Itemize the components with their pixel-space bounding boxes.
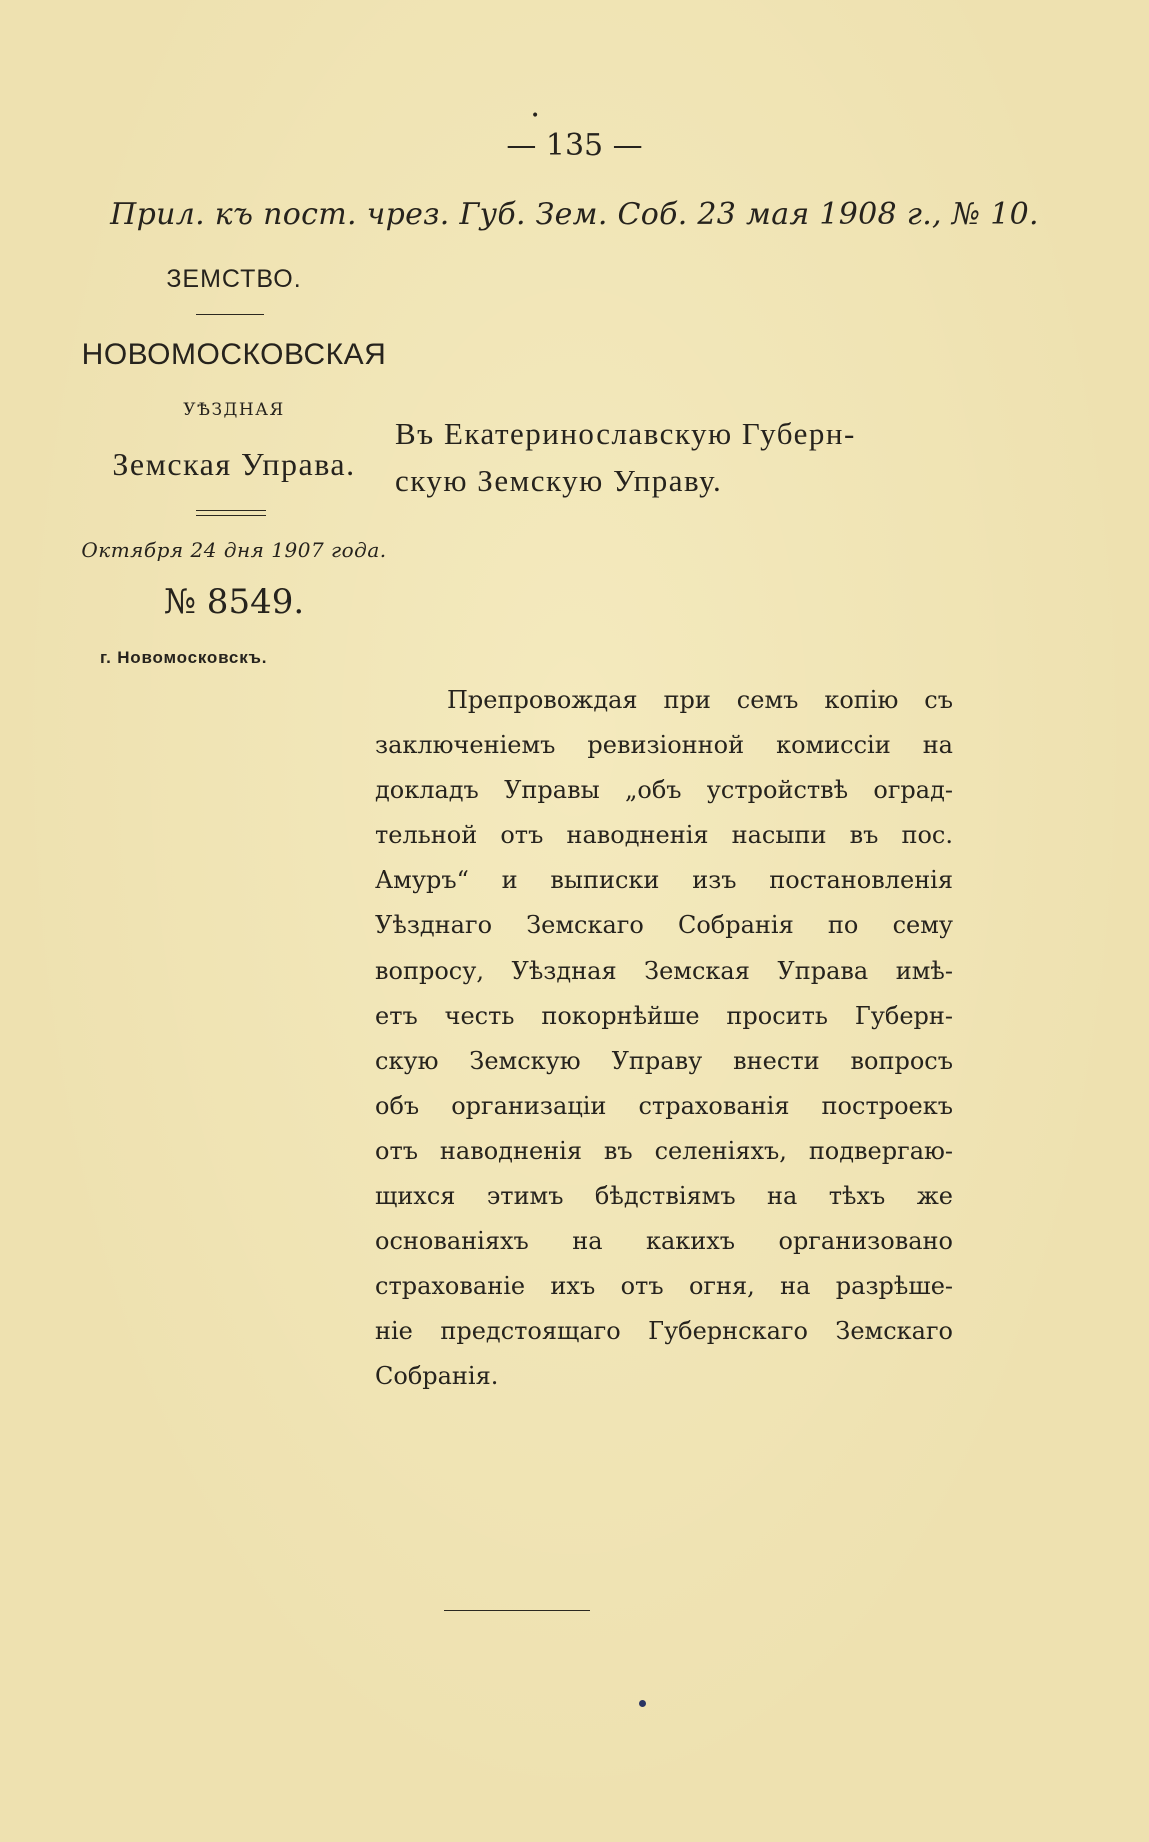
addressee-line: скую Земскую Управу.: [395, 463, 723, 498]
ink-dot: •: [531, 108, 540, 124]
uezdnaya-label: УѢЗДНАЯ: [183, 400, 285, 420]
body-line: страхованіе ихъ отъ огня, на разрѣше-: [375, 1272, 953, 1301]
letter-date: Октября 24 дня 1907 года.: [81, 538, 387, 562]
double-divider-rule: [196, 510, 266, 516]
attachment-header: Прил. къ пост. чрез. Губ. Зем. Соб. 23 мая 1908 г., № 10.: [110, 197, 1039, 232]
end-rule: [444, 1610, 590, 1611]
body-line: тельной отъ наводненія насыпи въ пос.: [375, 821, 953, 850]
addressee-line: Въ Екатеринославскую Губерн-: [395, 416, 856, 451]
body-line: ніе предстоящаго Губернскаго Земскаго: [375, 1317, 953, 1346]
body-line: докладъ Управы „объ устройствѣ оград-: [375, 776, 953, 805]
body-line: объ организаціи страхованія построекъ: [375, 1091, 953, 1120]
body-line: Уѣзднаго Земскаго Собранія по сему: [375, 911, 953, 940]
page-number: [0, 108, 1149, 163]
district-name: НОВОМОСКОВСКАЯ: [81, 338, 387, 371]
body-line: Препровождая при семъ копію съ: [447, 686, 953, 714]
body-line: етъ честь покорнѣйше просить Губерн-: [375, 1001, 953, 1030]
divider-rule: [196, 314, 264, 315]
sender-city: г. Новомосковскъ.: [100, 648, 268, 667]
addressee-block: [395, 410, 955, 504]
body-line: основаніяхъ на какихъ организовано: [375, 1227, 953, 1256]
body-line: заключеніемъ ревизіонной комиссіи на: [375, 731, 953, 760]
body-line: Амуръ“ и выписки изъ постановленія: [375, 866, 953, 895]
page-number-text: — 135 —: [506, 128, 643, 163]
body-line: отъ наводненія въ селеніяхъ, подвергаю-: [375, 1136, 953, 1165]
ink-mark: [639, 1700, 646, 1707]
uprava-label: Земская Управа.: [112, 446, 356, 482]
letter-body: [375, 678, 953, 1400]
body-line: Собранія.: [375, 1362, 499, 1391]
body-line: скую Земскую Управу внести вопросъ: [375, 1046, 953, 1075]
body-line: вопросу, Уѣздная Земская Управа имѣ-: [375, 956, 953, 985]
letter-number: № 8549.: [163, 582, 305, 622]
body-line: щихся этимъ бѣдствіямъ на тѣхъ же: [375, 1182, 953, 1211]
zemstvo-label: ЗЕМСТВО.: [166, 265, 302, 293]
